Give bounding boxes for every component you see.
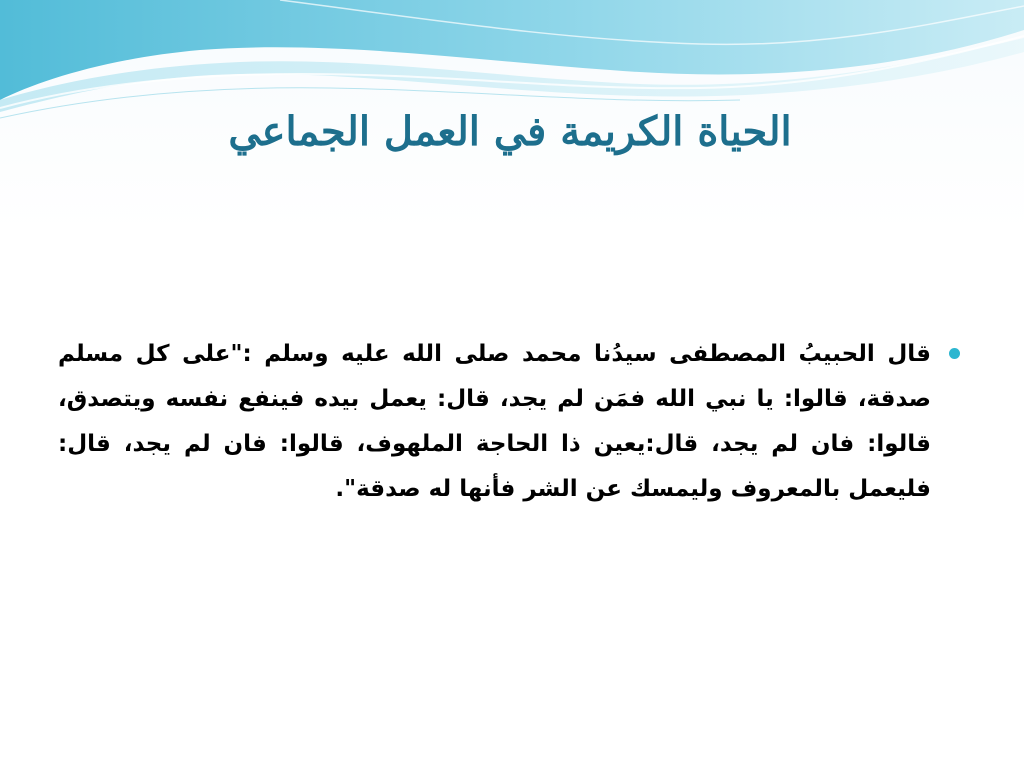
slide-title: الحياة الكريمة في العمل الجماعي — [228, 108, 792, 155]
bullet-item — [58, 332, 963, 512]
bullet-dot-icon — [949, 348, 960, 359]
slide-body — [58, 332, 963, 512]
bullet-text: قال الحبيبُ المصطفى سيدُنا محمد صلى الله عليه وسلم :"على كل مسلم صدقة، قالوا: يا نبي الله فمَن لم يجد، قال: يعمل بيده فينفع نفسه ويتصدق، قالوا: فان لم يجد، قال:يعين ذا الحاجة الملهوف، قالوا: فان لم يجد، قال: فليعمل بالمعروف وليمسك عن الشر فأنها له صدقة". — [58, 341, 931, 502]
